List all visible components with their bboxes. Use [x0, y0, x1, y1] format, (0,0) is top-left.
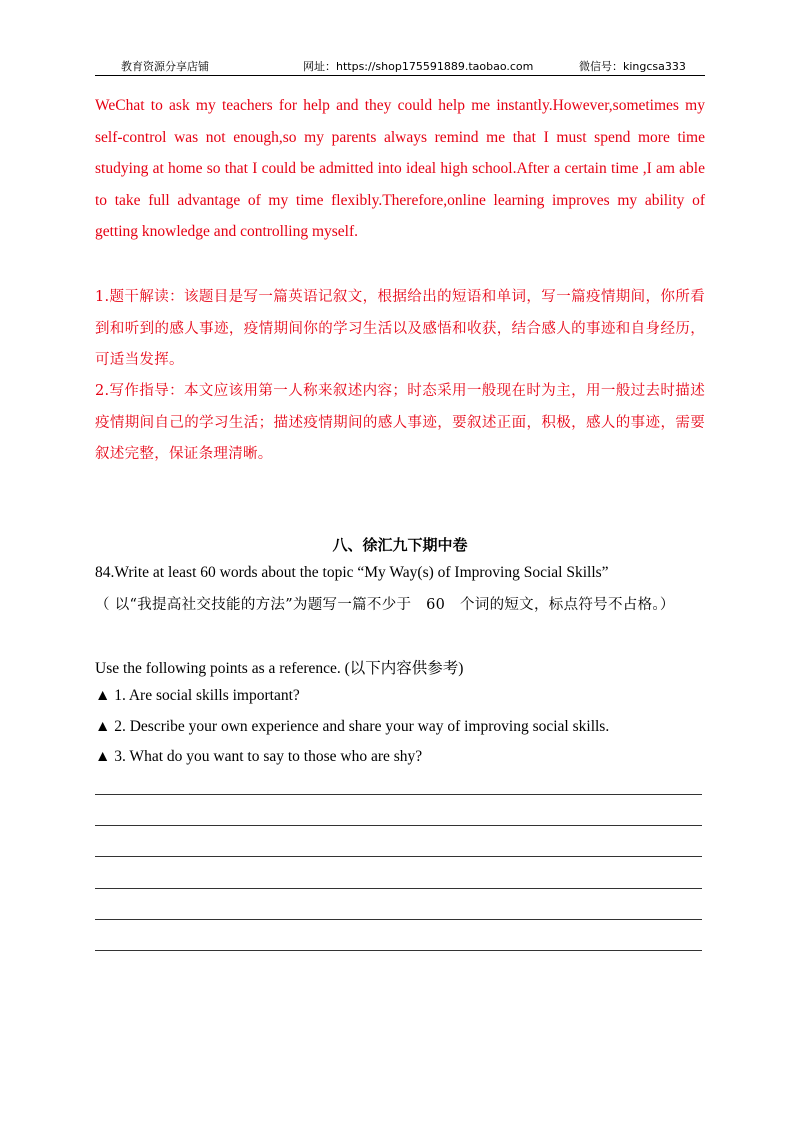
point-2: ▲ 2. Describe your own experience and share your way of improving social skills. [95, 718, 610, 735]
writing-line[interactable] [95, 794, 702, 795]
reference-line: Use the following points as a reference. (以下内容供参考) [95, 660, 464, 677]
writing-line[interactable] [95, 825, 702, 826]
writing-line[interactable] [95, 919, 702, 920]
point-1: ▲ 1. Are social skills important? [95, 687, 300, 704]
wechat-id: 微信号：kingcsa333 [579, 60, 686, 73]
page-header [95, 57, 705, 76]
writing-line[interactable] [95, 856, 702, 857]
shop-name: 教育资源分享店铺 [121, 60, 209, 73]
answer-paragraph: WeChat to ask my teachers for help and they could help me instantly.However,sometimes my self-control was not enough,so my parents always remind me that I must spend more time studying at home so that I could be admitted into ideal high school.After a certain time ,I am able to take full advantage of my time flexibly.Therefore,online learning improves my ability of getting knowledge and controlling myself. [95, 97, 705, 240]
chinese-prompt: （ 以“我提高社交技能的方法”为题写一篇不少于 60 个词的短文，标点符号不占格。） [95, 597, 675, 613]
analysis-point-2: 2.写作指导：本文应该用第一人称来叙述内容；时态采用一般现在时为主，用一般过去时描述疫情期间自己的学习生活；描述疫情期间的感人事迹，要叙述正面，积极，感人的事迹，需要叙述完整，保证条理清晰。 [95, 383, 705, 462]
section-title: 八、徐汇九下期中卷 [332, 536, 468, 554]
point-3: ▲ 3. What do you want to say to those who are shy? [95, 748, 423, 765]
writing-line[interactable] [95, 950, 702, 951]
question-prompt: 84.Write at least 60 words about the topic “My Way(s) of Improving Social Skills” [95, 564, 609, 581]
shop-url: 网址：https://shop175591889.taobao.com [303, 60, 534, 73]
writing-line[interactable] [95, 888, 702, 889]
analysis-point-1: 1.题干解读：该题目是写一篇英语记叙文，根据给出的短语和单词，写一篇疫情期间，你所看到和听到的感人事迹，疫情期间你的学习生活以及感悟和收获，结合感人的事迹和自身经历，可适当发挥。 [95, 289, 705, 368]
